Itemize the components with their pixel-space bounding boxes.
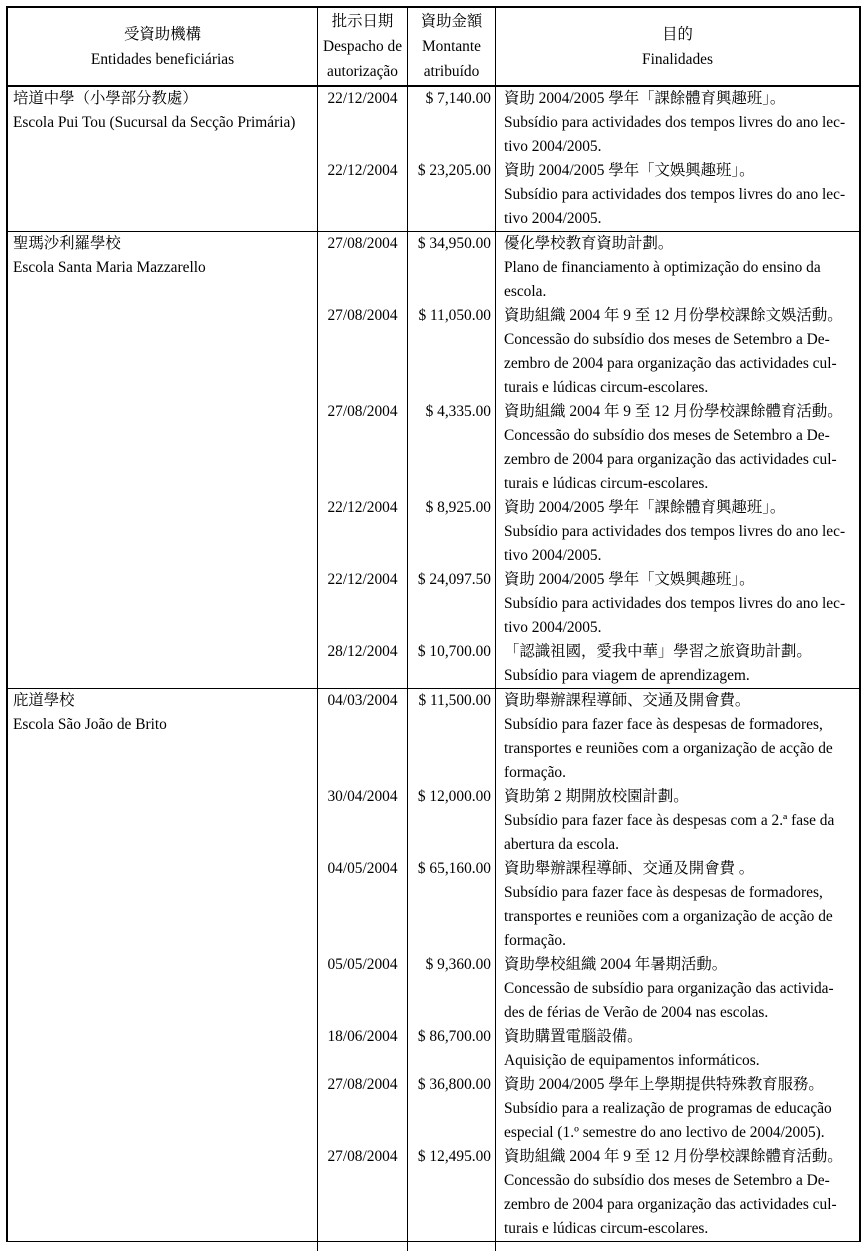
entity-cell	[8, 689, 318, 1241]
amount-cell: $ 11,050.00	[408, 304, 496, 400]
amount-cell: $ 7,140.00	[408, 87, 496, 159]
purpose-line: 資助學校組織 2004 年暑期活動。	[504, 956, 728, 973]
purpose-line: Aquisição de equipamentos informáticos.	[504, 1052, 760, 1069]
authorization-date-cell: 28/12/2004	[318, 640, 408, 688]
authorization-date-cell: 30/04/2004	[318, 785, 408, 857]
purpose-cell	[496, 400, 859, 496]
purpose-line: 資助 2004/2005 學年「課餘體育興趣班」。	[504, 90, 786, 107]
entity-name-zh: 培道中學（小學部分教處）	[13, 90, 198, 107]
amount-cell: $ 12,495.00	[408, 1145, 496, 1241]
purpose-line: 資助 2004/2005 學年上學期提供特殊教育服務。	[504, 1076, 824, 1093]
header-entities	[8, 8, 318, 85]
amount-cell: $ 4,335.00	[408, 400, 496, 496]
purpose-cell	[496, 785, 859, 857]
purpose-cell	[496, 87, 859, 159]
header-date-zh: 批示日期	[331, 13, 394, 30]
purpose-line: tivo 2004/2005.	[504, 547, 602, 564]
purpose-line: Subsídio para viagem de aprendizagem.	[504, 667, 750, 684]
authorization-date-cell: 22/12/2004	[318, 159, 408, 231]
authorization-date-cell: 27/08/2004	[318, 304, 408, 400]
purpose-line: tivo 2004/2005.	[504, 210, 602, 227]
purpose-line: 優化學校教育資助計劃。	[504, 235, 674, 252]
amount-cell: $ 11,500.00	[408, 689, 496, 785]
purpose-line: turais e lúdicas circum-escolares.	[504, 475, 709, 492]
header-purpose-zh: 目的	[662, 25, 693, 43]
purpose-line: tivo 2004/2005.	[504, 138, 602, 155]
purpose-line: Subsídio para actividades dos tempos livres do ano lec-	[504, 595, 846, 612]
column-divider-stub	[407, 1242, 408, 1251]
authorization-date-cell: 05/05/2004	[318, 953, 408, 1025]
purpose-line: Subsídio para actividades dos tempos livres do ano lec-	[504, 186, 846, 203]
purpose-line: turais e lúdicas circum-escolares.	[504, 379, 709, 396]
amount-cell: $ 24,097.50	[408, 568, 496, 640]
purpose-line: formação.	[504, 932, 566, 949]
purpose-line: abertura da escola.	[504, 836, 619, 853]
purpose-line: 資助 2004/2005 學年「文娛興趣班」。	[504, 162, 755, 179]
authorization-date-cell: 27/08/2004	[318, 1145, 408, 1241]
entity-cell	[8, 232, 318, 688]
purpose-line: 資助 2004/2005 學年「文娛興趣班」。	[504, 571, 755, 588]
authorization-date-cell: 22/12/2004	[318, 87, 408, 159]
purpose-line: des de férias de Verão de 2004 nas escolas.	[504, 1004, 769, 1021]
entity-name-pt: Escola Santa Maria Mazzarello	[13, 259, 206, 276]
purpose-cell	[496, 568, 859, 640]
purpose-line: zembro de 2004 para organização das actividades cul-	[504, 1196, 837, 1213]
header-entities-zh: 受資助機構	[124, 25, 201, 43]
purpose-cell	[496, 1073, 859, 1145]
purpose-cell	[496, 640, 859, 688]
authorization-date-cell: 04/03/2004	[318, 689, 408, 785]
purpose-cell	[496, 496, 859, 568]
entity-name-pt: Escola São João de Brito	[13, 716, 167, 733]
amount-cell: $ 23,205.00	[408, 159, 496, 231]
purpose-cell	[496, 689, 859, 785]
purpose-line: especial (1.º semestre do ano lectivo de 2004/2005).	[504, 1124, 825, 1141]
header-purpose-pt: Finalidades	[642, 50, 713, 68]
table-section	[8, 689, 859, 1242]
entity-name-zh: 庇道學校	[13, 692, 75, 709]
purpose-cell	[496, 159, 859, 231]
amount-cell: $ 10,700.00	[408, 640, 496, 688]
column-divider-stub	[317, 1242, 318, 1251]
authorization-date-cell: 22/12/2004	[318, 568, 408, 640]
purpose-line: Plano de financiamento à optimização do ensino da	[504, 259, 821, 276]
purpose-line: Concessão do subsídio dos meses de Setembro a De-	[504, 331, 830, 348]
purpose-cell	[496, 232, 859, 304]
entity-name-pt: Escola Pui Tou (Sucursal da Secção Primária)	[13, 114, 296, 131]
purpose-line: 資助第 2 期開放校園計劃。	[504, 788, 689, 805]
authorization-date-cell: 18/06/2004	[318, 1025, 408, 1073]
header-amount-pt-2: atribuído	[423, 63, 480, 80]
purpose-line: Concessão do subsídio dos meses de Setembro a De-	[504, 1172, 830, 1189]
header-entities-pt: Entidades beneficiárias	[90, 50, 235, 68]
purpose-line: transportes e reuniões com a organização de acção de	[504, 908, 833, 925]
authorization-date-cell: 22/12/2004	[318, 496, 408, 568]
amount-cell: $ 65,160.00	[408, 857, 496, 953]
purpose-line: Subsídio para fazer face às despesas de formadores,	[504, 716, 823, 733]
amount-cell: $ 9,360.00	[408, 953, 496, 1025]
header-amount-zh: 資助金額	[420, 13, 483, 30]
purpose-line: Subsídio para actividades dos tempos livres do ano lec-	[504, 523, 846, 540]
purpose-cell	[496, 304, 859, 400]
header-date-pt-2: autorização	[327, 63, 398, 80]
header-date	[318, 8, 408, 85]
purpose-line: 資助舉辦課程導師、交通及開會費 。	[504, 860, 755, 877]
purpose-line: Concessão de subsídio para organização das activida-	[504, 980, 834, 997]
purpose-line: turais e lúdicas circum-escolares.	[504, 1220, 709, 1237]
table-header-row	[8, 8, 859, 87]
purpose-line: escola.	[504, 283, 547, 300]
table-section	[8, 87, 859, 232]
purpose-line: Subsídio para fazer face às despesas de formadores,	[504, 884, 823, 901]
purpose-line: 資助組織 2004 年 9 至 12 月份學校課餘體育活動。	[504, 1148, 843, 1165]
purpose-cell	[496, 953, 859, 1025]
table-section	[8, 232, 859, 689]
authorization-date-cell: 27/08/2004	[318, 400, 408, 496]
purpose-line: formação.	[504, 764, 566, 781]
purpose-cell	[496, 1145, 859, 1241]
header-amount	[408, 8, 496, 85]
amount-cell: $ 12,000.00	[408, 785, 496, 857]
purpose-line: Concessão do subsídio dos meses de Setembro a De-	[504, 427, 830, 444]
header-purpose	[496, 8, 859, 85]
purpose-line: Subsídio para fazer face às despesas com a 2.ª fase da	[504, 812, 835, 829]
purpose-line: 「認識祖國，愛我中華」學習之旅資助計劃。	[504, 643, 812, 660]
amount-cell: $ 86,700.00	[408, 1025, 496, 1073]
authorization-date-cell: 27/08/2004	[318, 1073, 408, 1145]
purpose-line: 資助組織 2004 年 9 至 12 月份學校課餘文娛活動。	[504, 307, 843, 324]
purpose-line: Subsídio para actividades dos tempos livres do ano lec-	[504, 114, 846, 131]
subsidies-table	[6, 6, 861, 1242]
purpose-cell	[496, 857, 859, 953]
purpose-line: 資助購置電腦設備。	[504, 1028, 643, 1045]
amount-cell: $ 36,800.00	[408, 1073, 496, 1145]
column-divider-stub	[495, 1242, 496, 1251]
purpose-line: Subsídio para a realização de programas de educação	[504, 1100, 832, 1117]
authorization-date-cell: 04/05/2004	[318, 857, 408, 953]
purpose-line: 資助舉辦課程導師、交通及開會費。	[504, 692, 751, 709]
header-amount-pt-1: Montante	[422, 38, 481, 55]
amount-cell: $ 8,925.00	[408, 496, 496, 568]
purpose-line: 資助 2004/2005 學年「課餘體育興趣班」。	[504, 499, 786, 516]
purpose-cell	[496, 1025, 859, 1073]
entity-cell	[8, 87, 318, 231]
purpose-line: zembro de 2004 para organização das actividades cul-	[504, 355, 837, 372]
amount-cell: $ 34,950.00	[408, 232, 496, 304]
entity-name-zh: 聖瑪沙利羅學校	[13, 235, 121, 252]
purpose-line: zembro de 2004 para organização das actividades cul-	[504, 451, 837, 468]
purpose-line: 資助組織 2004 年 9 至 12 月份學校課餘體育活動。	[504, 403, 843, 420]
purpose-line: transportes e reuniões com a organização de acção de	[504, 740, 833, 757]
purpose-line: tivo 2004/2005.	[504, 619, 602, 636]
authorization-date-cell: 27/08/2004	[318, 232, 408, 304]
header-date-pt-1: Despacho de	[322, 38, 403, 55]
table-body	[8, 87, 859, 1242]
